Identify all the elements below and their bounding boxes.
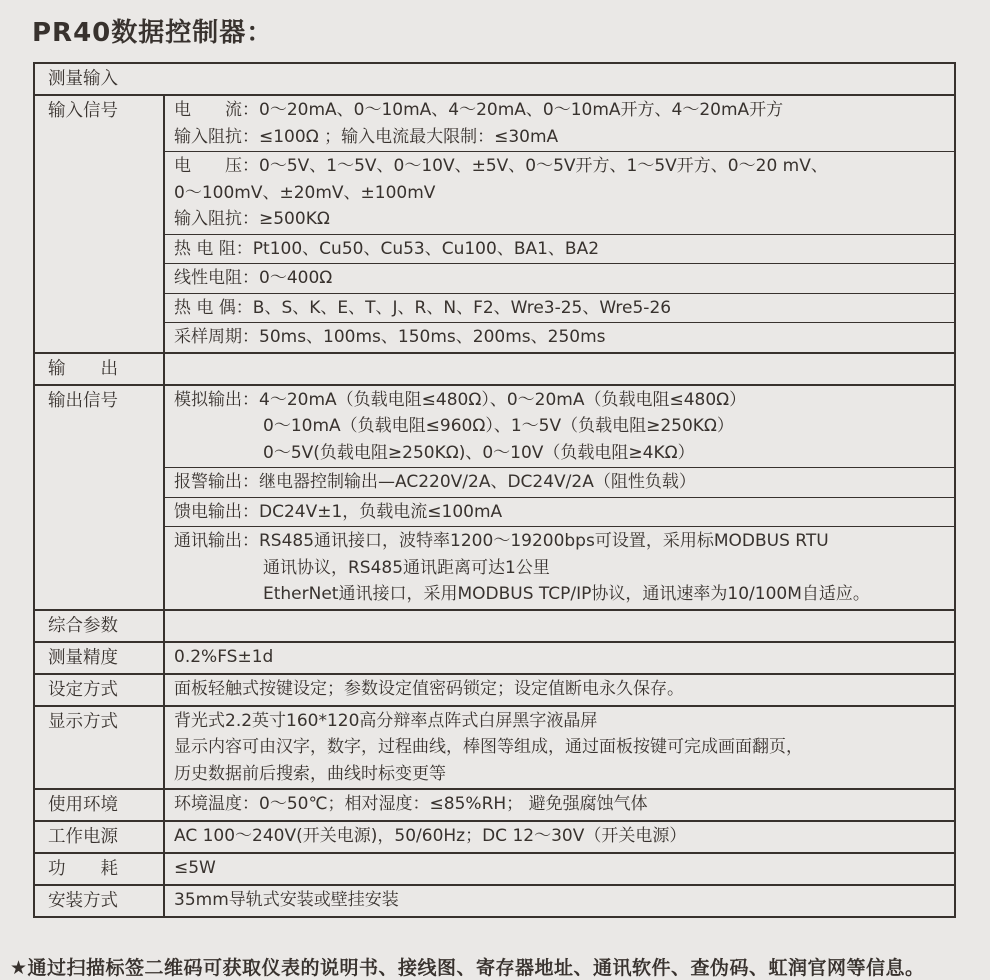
subrow-feed-output — [165, 498, 954, 528]
spec-row-output-signal — [35, 384, 954, 609]
row-label-output: 输 出 — [35, 354, 165, 384]
subrow-setting-method — [165, 675, 954, 704]
spec-line-thermocouple: 热 电 偶：B、S、K、E、T、J、R、N、F2、Wre3-25、Wre5-26 — [174, 297, 672, 318]
row-label-setting-method: 设定方式 — [35, 675, 165, 705]
subrow-installation — [165, 886, 954, 915]
subrow-linear-resistance — [165, 264, 954, 294]
spec-line-comm-3: EtherNet通讯接口，采用MODBUS TCP/IP协议，通讯速率为10/100M自适应。 — [263, 584, 870, 604]
row-label-power-supply: 工作电源 — [35, 822, 165, 852]
spec-line-analog-2: 0～10mA（负载电阻≤960Ω）、1～5V（负载电阻≥250KΩ） — [263, 416, 734, 436]
spec-row-general-params — [35, 609, 954, 641]
row-label-environment: 使用环境 — [35, 790, 165, 820]
row-label-installation: 安装方式 — [35, 886, 165, 916]
spec-line-installation: 35mm导轨式安装或壁挂安装 — [174, 890, 399, 910]
row-label-accuracy: 测量精度 — [35, 643, 165, 673]
spec-line-alarm: 报警输出：继电器控制输出—AC220V/2A、DC24V/2A（阻性负载） — [174, 472, 696, 492]
spec-line-voltage-impedance: 输入阻抗：≥500KΩ — [174, 209, 330, 229]
spec-row-input-signal — [35, 94, 954, 352]
row-label-power-consumption: 功 耗 — [35, 854, 165, 884]
subrow-voltage — [165, 152, 954, 235]
spec-row-power-consumption — [35, 852, 954, 884]
subrow-display-method — [165, 707, 954, 789]
spec-line-rtd: 热 电 阻：Pt100、Cu50、Cu53、Cu100、BA1、BA2 — [174, 238, 600, 259]
subrow-power-supply — [165, 822, 954, 851]
row-label-display-method: 显示方式 — [35, 707, 165, 789]
subrow-thermocouple — [165, 294, 954, 324]
spec-line-current: 电 流：0～20mA、0～10mA、4～20mA、0～10mA开方、4～20mA开方 — [174, 100, 784, 120]
spec-line-setting-method: 面板轻触式按键设定；参数设定值密码锁定；设定值断电永久保存。 — [174, 678, 684, 699]
spec-line-analog-1: 模拟输出：4～20mA（负载电阻≤480Ω）、0～20mA（负载电阻≤480Ω） — [174, 389, 747, 410]
subrow-accuracy — [165, 643, 954, 672]
page-title: PR40数据控制器： — [32, 18, 274, 48]
subrow-analog-output — [165, 386, 954, 469]
spec-row-setting-method — [35, 673, 954, 705]
general-params-content-empty — [165, 611, 954, 641]
spec-line-power-consumption: ≤5W — [174, 858, 216, 878]
spec-row-power-supply — [35, 820, 954, 852]
subrow-comm-output — [165, 527, 954, 609]
spec-line-accuracy: 0.2%FS±1d — [174, 646, 274, 667]
spec-line-display-1: 背光式2.2英寸160*120高分辩率点阵式白屏黑字液晶屏 — [174, 710, 598, 731]
subrow-rtd — [165, 235, 954, 265]
spec-line-linear-resistance: 线性电阻：0～400Ω — [174, 268, 333, 288]
input-signal-content — [165, 96, 954, 352]
spec-row-display-method — [35, 705, 954, 789]
subrow-power-consumption — [165, 854, 954, 883]
subrow-environment — [165, 790, 954, 819]
spec-line-feed: 馈电输出：DC24V±1，负载电流≤100mA — [174, 501, 503, 522]
spec-line-voltage-2: 0～100mV、±20mV、±100mV — [174, 182, 436, 203]
row-label-measurement-input: 测量输入 — [48, 69, 118, 89]
row-label-input-signal: 输入信号 — [35, 96, 165, 352]
row-label-general-params: 综合参数 — [35, 611, 165, 641]
subrow-sampling-period — [165, 323, 954, 352]
spec-line-display-2: 显示内容可由汉字，数字，过程曲线，棒图等组成，通过面板按键可完成画面翻页， — [174, 737, 803, 757]
spec-line-environment: 环境温度：0～50℃；相对湿度：≤85%RH； 避免强腐蚀气体 — [174, 794, 648, 814]
spec-table — [33, 62, 956, 918]
spec-line-power-supply: AC 100～240V(开关电源)，50/60Hz；DC 12～30V（开关电源） — [174, 826, 687, 846]
footnote: ★通过扫描标签二维码可获取仪表的说明书、接线图、寄存器地址、通讯软件、查伪码、虹润官网等信息。 — [10, 957, 925, 979]
spec-line-sampling-period: 采样周期：50ms、100ms、150ms、200ms、250ms — [174, 327, 606, 347]
row-label-output-signal: 输出信号 — [35, 386, 165, 609]
spec-row-output — [35, 352, 954, 384]
spec-line-voltage-1: 电 压：0～5V、1～5V、0～10V、±5V、0～5V开方、1～5V开方、0～20 mV、 — [174, 156, 828, 176]
spec-line-display-3: 历史数据前后搜索，曲线时标变更等 — [174, 763, 446, 784]
spec-row-measurement-input — [35, 64, 954, 94]
subrow-current — [165, 96, 954, 152]
spec-row-environment — [35, 788, 954, 820]
spec-line-comm-1: 通讯输出：RS485通讯接口，波特率1200～19200bps可设置，采用标MODBUS RTU — [174, 531, 829, 551]
spec-row-installation — [35, 884, 954, 916]
output-signal-content — [165, 386, 954, 609]
spec-line-current-impedance: 输入阻抗：≤100Ω ；输入电流最大限制：≤30mA — [174, 126, 559, 147]
spec-line-analog-3: 0～5V(负载电阻≥250KΩ)、0～10V（负载电阻≥4KΩ） — [263, 442, 695, 463]
output-content-empty — [165, 354, 954, 384]
spec-row-accuracy — [35, 641, 954, 673]
spec-line-comm-2: 通讯协议，RS485通讯距离可达1公里 — [263, 557, 550, 578]
subrow-alarm-output — [165, 468, 954, 498]
